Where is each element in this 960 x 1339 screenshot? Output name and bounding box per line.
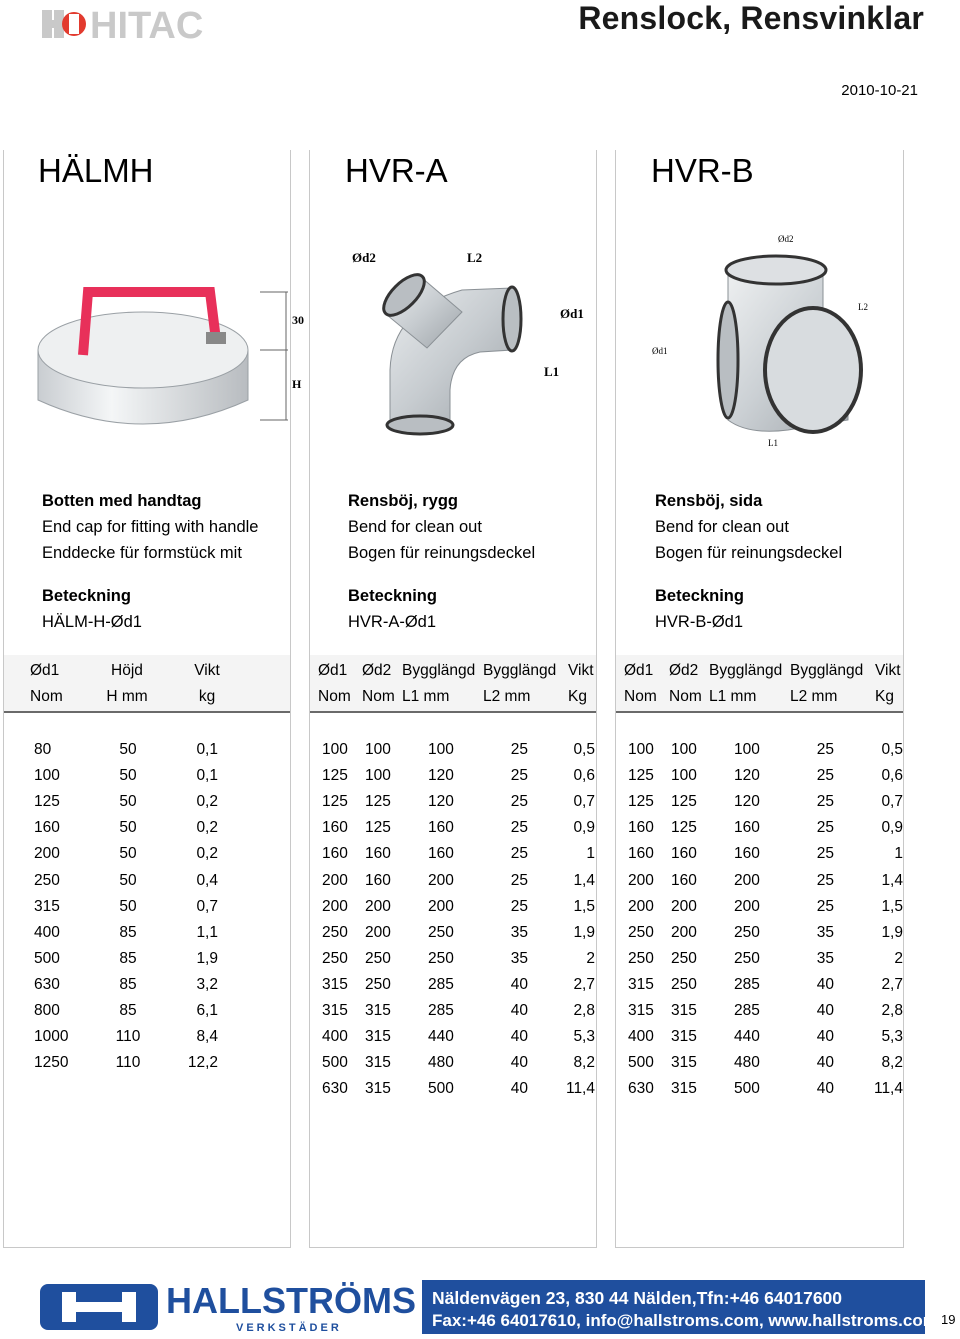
column-header: L2 mm (790, 688, 838, 705)
table-cell: 25 (510, 793, 528, 811)
table-cell: 125 (671, 819, 697, 837)
table-cell: 0,2 (196, 845, 218, 863)
table-cell: 1250 (34, 1054, 69, 1072)
table-cell: 250 (628, 949, 654, 967)
designation-block (42, 583, 142, 635)
table-cell: 40 (510, 1080, 528, 1098)
table-cell: 25 (510, 819, 528, 837)
column-header: Bygglängd (402, 662, 476, 679)
svg-text:L2: L2 (858, 302, 868, 312)
table-cell: 40 (816, 1054, 834, 1072)
table-cell: 1,5 (573, 897, 595, 915)
table-cell: 200 (734, 897, 760, 915)
table-cell: 200 (428, 897, 454, 915)
table-cell: 285 (428, 1002, 454, 1019)
table-cell: 40 (816, 975, 834, 993)
table-cell: 0,5 (881, 741, 903, 758)
table-cell: 1 (894, 845, 903, 863)
column-header: Nom (669, 688, 702, 705)
table-cell: 125 (628, 793, 654, 811)
column-header: H mm (106, 688, 148, 705)
table-cell: 315 (365, 1028, 391, 1046)
table-cell: 160 (365, 871, 391, 889)
table-cell: 35 (816, 949, 834, 967)
table-cell: 125 (628, 767, 654, 785)
column-header: Kg (568, 688, 587, 705)
product-description (348, 488, 535, 566)
column-header: L2 mm (483, 688, 531, 705)
description-german: Bogen für reinungsdeckel (348, 544, 536, 562)
table-cell: 50 (119, 897, 137, 915)
column-header: Ød2 (362, 662, 392, 679)
table-cell: 40 (510, 1054, 528, 1072)
table-cell: 2,8 (881, 1002, 903, 1019)
table-cell: 0,6 (881, 767, 903, 785)
table-cell: 40 (510, 975, 528, 993)
table-cell: 8,2 (881, 1054, 903, 1072)
table-cell: 160 (628, 819, 654, 837)
company-subname: VERKSTÄDER (236, 1322, 342, 1334)
table-cell: 1000 (34, 1028, 69, 1046)
column-header: Bygglängd (790, 662, 864, 679)
description-german: Enddecke für formstück mit (42, 544, 242, 562)
table-cell: 160 (322, 845, 348, 863)
designation-code: HVR-A-Ød1 (348, 613, 437, 631)
table-cell: 200 (628, 871, 654, 889)
table-cell: 35 (510, 949, 528, 967)
table-cell: 315 (322, 1002, 348, 1019)
table-cell: 250 (365, 975, 391, 993)
end-cap-drawing (8, 220, 304, 470)
page-number: 19 (941, 1312, 956, 1327)
table-cell: 11,4 (565, 1080, 595, 1098)
table-cell: 85 (119, 949, 137, 967)
designation-label: Beteckning (42, 587, 131, 605)
table-cell: 50 (119, 845, 137, 863)
table-cell: 200 (322, 897, 348, 915)
column-header: Nom (30, 688, 63, 705)
table-cell: 250 (671, 949, 697, 967)
table-cell: 50 (119, 741, 137, 758)
table-cell: 440 (428, 1028, 454, 1046)
table-cell: 1 (586, 845, 595, 863)
table-cell: 0,9 (573, 819, 595, 837)
table-cell: 5,3 (881, 1028, 903, 1046)
company-name: HALLSTRÖMS (166, 1280, 416, 1321)
svg-text:Ød2: Ød2 (778, 234, 794, 244)
table-cell: 200 (671, 897, 697, 915)
column-header: L1 mm (402, 688, 450, 705)
table-cell: 35 (510, 923, 528, 941)
table-cell: 200 (734, 871, 760, 889)
table-cell: 630 (34, 975, 60, 993)
table-cell: 315 (671, 1054, 697, 1072)
column-header: Ød1 (318, 662, 348, 679)
table-cell: 500 (628, 1054, 654, 1072)
svg-text:Ød2: Ød2 (352, 250, 376, 265)
table-cell: 160 (671, 871, 697, 889)
table-cell: 25 (510, 897, 528, 915)
document-date: 2010-10-21 (841, 82, 918, 99)
table-cell: 120 (428, 767, 454, 785)
table-cell: 250 (322, 949, 348, 967)
table-cell: 50 (119, 793, 137, 811)
table-cell: 315 (628, 975, 654, 993)
table-cell: 250 (428, 923, 454, 941)
table-cell: 100 (734, 741, 760, 758)
description-german: Bogen für reinungsdeckel (655, 544, 843, 562)
table-cell: 25 (510, 741, 528, 758)
table-cell: 11,4 (873, 1080, 903, 1098)
table-cell: 440 (734, 1028, 760, 1046)
description-english: Bend for clean out (655, 518, 789, 536)
product-name: HÄLMH (38, 152, 154, 189)
table-cell: 25 (510, 845, 528, 863)
column-header: Vikt (875, 662, 901, 679)
svg-text:Ød1: Ød1 (560, 306, 584, 321)
column-header: Vikt (194, 662, 220, 679)
table-cell: 85 (119, 975, 137, 993)
table-cell: 80 (34, 741, 52, 758)
table-cell: 100 (322, 741, 348, 758)
table-cell: 630 (628, 1080, 654, 1098)
table-cell: 40 (510, 1028, 528, 1046)
table-cell: 200 (34, 845, 60, 863)
svg-text:L1: L1 (768, 438, 778, 448)
designation-code: HVR-B-Ød1 (655, 613, 744, 631)
table-cell: 0,9 (881, 819, 903, 837)
table-cell: 315 (365, 1054, 391, 1072)
table-cell: 12,2 (187, 1054, 218, 1072)
table-cell: 160 (322, 819, 348, 837)
table-cell: 100 (365, 741, 391, 758)
table-cell: 8,2 (573, 1054, 595, 1072)
table-cell: 50 (119, 871, 137, 889)
table-cell: 0,6 (573, 767, 595, 785)
table-cell: 285 (428, 975, 454, 993)
table-cell: 160 (628, 845, 654, 863)
table-cell: 1,1 (196, 923, 218, 941)
table-cell: 400 (322, 1028, 348, 1046)
column-header: Kg (875, 688, 894, 705)
description-english: End cap for fitting with handle (42, 518, 259, 536)
table-cell: 250 (428, 949, 454, 967)
table-cell: 25 (816, 897, 834, 915)
table-cell: 100 (428, 741, 454, 758)
table-cell: 100 (34, 767, 60, 785)
table-cell: 2,7 (573, 975, 595, 993)
column-header: Vikt (568, 662, 594, 679)
hallstroms-footer-banner (40, 1280, 938, 1334)
table-cell: 0,7 (881, 793, 903, 811)
svg-text:H: H (292, 377, 302, 391)
table-cell: 0,2 (196, 793, 218, 811)
table-cell: 2 (586, 949, 595, 967)
svg-text:30: 30 (292, 313, 304, 327)
column-header: Bygglängd (483, 662, 557, 679)
page-title: Renslock, Rensvinklar (578, 0, 924, 36)
column-header: L1 mm (709, 688, 757, 705)
table-cell: 200 (428, 871, 454, 889)
table-cell: 200 (628, 897, 654, 915)
table-cell: 40 (816, 1080, 834, 1098)
column-header: Nom (624, 688, 657, 705)
table-cell: 1,4 (881, 871, 903, 889)
table-cell: 160 (34, 819, 60, 837)
table-cell: 315 (365, 1080, 391, 1098)
description-title: Rensböj, sida (655, 492, 763, 510)
table-cell: 250 (671, 975, 697, 993)
column-header: Ød1 (624, 662, 654, 679)
table-cell: 200 (365, 923, 391, 941)
table-cell: 1,5 (881, 897, 903, 915)
product-description (42, 488, 258, 566)
table-cell: 125 (34, 793, 60, 811)
table-cell: 110 (115, 1028, 141, 1046)
table-cell: 250 (628, 923, 654, 941)
table-cell: 285 (734, 975, 760, 993)
table-cell: 250 (322, 923, 348, 941)
table-cell: 100 (628, 741, 654, 758)
column-header: Ød1 (30, 662, 60, 679)
table-cell: 100 (671, 741, 697, 758)
logo-text: HITAC (90, 5, 204, 47)
table-cell: 160 (734, 845, 760, 863)
table-cell: 160 (428, 819, 454, 837)
designation-block (348, 583, 437, 635)
description-title: Botten med handtag (42, 492, 202, 510)
table-cell: 125 (322, 793, 348, 811)
hitac-logo (40, 4, 236, 47)
table-cell: 3,2 (196, 975, 218, 993)
table-cell: 0,4 (196, 871, 218, 889)
description-english: Bend for clean out (348, 518, 482, 536)
table-cell: 85 (119, 923, 137, 941)
company-contact: Fax:+46 64017610, info@hallstroms.com, www.hallstroms.com (432, 1311, 938, 1330)
column-header: Nom (362, 688, 395, 705)
table-cell: 0,7 (196, 897, 218, 915)
column-header: Höjd (111, 662, 143, 679)
table-cell: 500 (34, 949, 60, 967)
table-cell: 35 (816, 923, 834, 941)
table-cell: 160 (428, 845, 454, 863)
table-cell: 125 (365, 793, 391, 811)
table-cell: 25 (816, 819, 834, 837)
table-cell: 500 (322, 1054, 348, 1072)
table-cell: 315 (365, 1002, 391, 1019)
column-header: kg (198, 688, 216, 705)
table-cell: 500 (428, 1080, 454, 1098)
table-cell: 1,4 (573, 871, 595, 889)
table-cell: 500 (734, 1080, 760, 1098)
table-cell: 125 (322, 767, 348, 785)
table-cell: 285 (734, 1002, 760, 1019)
table-cell: 200 (671, 923, 697, 941)
table-cell: 200 (365, 897, 391, 915)
product-name: HVR-B (651, 152, 754, 189)
table-cell: 50 (119, 767, 137, 785)
table-cell: 480 (428, 1054, 454, 1072)
table-cell: 0,7 (573, 793, 595, 811)
table-cell: 40 (816, 1002, 834, 1019)
svg-text:L2: L2 (467, 250, 483, 265)
table-cell: 110 (115, 1054, 141, 1072)
table-cell: 315 (671, 1028, 697, 1046)
table-cell: 25 (510, 871, 528, 889)
table-cell: 120 (734, 793, 760, 811)
table-cell: 1,9 (573, 923, 595, 941)
table-cell: 25 (816, 871, 834, 889)
table-cell: 8,4 (196, 1028, 218, 1046)
table-cell: 25 (816, 793, 834, 811)
table-cell: 250 (734, 949, 760, 967)
table-cell: 2 (894, 949, 903, 967)
hvr-b-drawing (618, 220, 898, 470)
table-cell: 25 (816, 845, 834, 863)
table-cell: 5,3 (573, 1028, 595, 1046)
table-cell: 315 (671, 1002, 697, 1019)
table-cell: 250 (34, 871, 60, 889)
table-cell: 480 (734, 1054, 760, 1072)
table-cell: 160 (365, 845, 391, 863)
table-cell: 630 (322, 1080, 348, 1098)
table-cell: 1,9 (196, 949, 218, 967)
table-cell: 125 (365, 819, 391, 837)
table-cell: 250 (734, 923, 760, 941)
table-cell: 160 (734, 819, 760, 837)
table-cell: 160 (671, 845, 697, 863)
table-cell: 85 (119, 1002, 137, 1019)
svg-text:Ød1: Ød1 (652, 346, 668, 356)
table-cell: 1,9 (881, 923, 903, 941)
table-cell: 2,7 (881, 975, 903, 993)
table-cell: 25 (510, 767, 528, 785)
table-cell: 315 (34, 897, 60, 915)
table-cell: 40 (510, 1002, 528, 1019)
designation-label: Beteckning (348, 587, 437, 605)
product-description (655, 488, 842, 566)
table-cell: 25 (816, 767, 834, 785)
table-cell: 120 (428, 793, 454, 811)
column-header: Nom (318, 688, 351, 705)
table-cell: 25 (816, 741, 834, 758)
table-cell: 400 (34, 923, 60, 941)
table-cell: 6,1 (196, 1002, 218, 1019)
product-name: HVR-A (345, 152, 448, 189)
table-cell: 0,1 (196, 767, 218, 785)
table-cell: 315 (671, 1080, 697, 1098)
table-cell: 315 (628, 1002, 654, 1019)
designation-block (655, 583, 744, 635)
table-cell: 0,1 (196, 741, 218, 758)
hvr-a-drawing (312, 220, 592, 470)
table-cell: 40 (816, 1028, 834, 1046)
designation-code: HÄLM-H-Ød1 (42, 613, 142, 631)
table-cell: 100 (365, 767, 391, 785)
table-cell: 0,5 (573, 741, 595, 758)
svg-text:L1: L1 (544, 364, 560, 379)
table-cell: 800 (34, 1002, 60, 1019)
column-header: Bygglängd (709, 662, 783, 679)
company-address: Näldenvägen 23, 830 44 Nälden,Tfn:+46 64017600 (432, 1288, 843, 1308)
table-cell: 50 (119, 819, 137, 837)
table-cell: 200 (322, 871, 348, 889)
column-header: Ød2 (669, 662, 699, 679)
table-cell: 2,8 (573, 1002, 595, 1019)
designation-label: Beteckning (655, 587, 744, 605)
table-cell: 315 (322, 975, 348, 993)
table-cell: 125 (671, 793, 697, 811)
table-cell: 100 (671, 767, 697, 785)
table-cell: 120 (734, 767, 760, 785)
table-cell: 400 (628, 1028, 654, 1046)
description-title: Rensböj, rygg (348, 492, 459, 510)
table-cell: 0,2 (196, 819, 218, 837)
table-cell: 250 (365, 949, 391, 967)
